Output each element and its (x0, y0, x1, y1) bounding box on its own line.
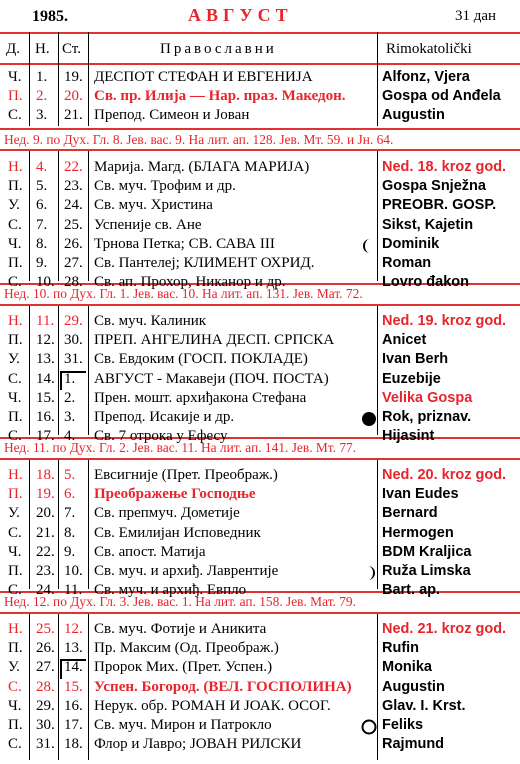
row-old-date: 1. (64, 370, 76, 387)
row-weekday: У. (8, 351, 20, 368)
row-orthodox-feast: Св. муч. Мирон и Патрокло (94, 717, 272, 733)
divider-line (0, 304, 520, 306)
row-catholic-feast: Hermogen (382, 524, 454, 541)
row-old-date: 31. (64, 351, 83, 368)
divider-line (0, 32, 520, 34)
row-orthodox-feast: ДЕСПОТ СТЕФАН И ЕВГЕНИЈА (94, 69, 313, 85)
row-orthodox-feast: Св. 7 отрока у Ефесу (94, 428, 228, 445)
row-weekday: П. (8, 717, 23, 733)
row-new-date: 19. (36, 486, 55, 503)
row-new-date: 13. (36, 351, 55, 368)
row-old-date: 6. (64, 486, 76, 503)
row-orthodox-feast: Успеније св. Ане (94, 216, 202, 233)
row-new-date: 18. (36, 467, 55, 483)
row-catholic-feast: Hijasint (382, 428, 435, 445)
row-catholic-feast: Alfonz, Vjera (382, 69, 470, 85)
row-catholic-feast: Glav. I. Krst. (382, 697, 466, 714)
row-new-date: 16. (36, 409, 55, 425)
row-old-date: 20. (64, 88, 83, 105)
row-catholic-feast: Anicet (382, 332, 427, 349)
row-orthodox-feast: Св. муч. Трофим и др. (94, 178, 236, 195)
first-quarter-moon-icon (361, 565, 377, 581)
row-weekday: С. (8, 274, 22, 291)
row-orthodox-feast: Св. пр. Илија — Нар. праз. Македон. (94, 88, 346, 105)
column-divider (88, 32, 89, 126)
row-new-date: 25. (36, 621, 55, 637)
row-new-date: 12. (36, 332, 55, 349)
row-new-date: 22. (36, 543, 55, 560)
row-orthodox-feast: Св. муч. Христина (94, 197, 213, 214)
row-orthodox-feast: Св. муч. Фотије и Аникита (94, 621, 267, 637)
column-divider (58, 32, 59, 126)
row-weekday: Н. (8, 621, 23, 637)
week-heading: Нед. 11. по Дух. Гл. 2. Јев. вас. 11. На лит. ап. 141. Јев. Мт. 77. (4, 440, 357, 455)
row-orthodox-feast: Прен. мошт. архиђакона Стефана (94, 389, 307, 406)
row-weekday: П. (8, 640, 23, 657)
row-catholic-feast: Feliks (382, 717, 424, 733)
divider-line (0, 612, 520, 614)
row-catholic-feast: Ned. 20. kroz god. (382, 467, 507, 483)
row-old-date: 9. (64, 543, 76, 560)
row-new-date: 6. (36, 197, 48, 214)
row-weekday: Ч. (8, 69, 22, 85)
column-divider (377, 306, 378, 435)
row-orthodox-feast: Евсигније (Прет. Преображ.) (94, 467, 278, 483)
row-weekday: С. (8, 736, 22, 753)
row-old-date: 16. (64, 697, 83, 714)
row-new-date: 10. (36, 274, 55, 291)
row-weekday: П. (8, 486, 23, 503)
week-heading: Нед. 10. по Дух. Гл. 1. Јев. вас. 10. На лит. ап. 131. Јев. Мат. 72. (4, 286, 363, 301)
row-new-date: 7. (36, 216, 48, 233)
row-catholic-feast: Monika (382, 659, 432, 676)
row-orthodox-feast: Св. апост. Матија (94, 543, 206, 560)
row-new-date: 29. (36, 697, 55, 714)
row-new-date: 28. (36, 678, 55, 695)
day-count: 31 дан (455, 8, 497, 24)
col-header-old-date: Ст. (62, 41, 81, 57)
row-weekday: П. (8, 88, 23, 105)
divider-line (0, 458, 520, 460)
column-divider (29, 151, 30, 281)
row-old-date: 7. (64, 505, 76, 522)
row-catholic-feast: Ned. 19. kroz god. (382, 313, 507, 329)
row-new-date: 30. (36, 717, 55, 733)
column-divider (29, 306, 30, 435)
row-weekday: С. (8, 582, 22, 599)
row-orthodox-feast: Св. муч. и архиђ. Лаврентије (94, 563, 279, 579)
row-orthodox-feast: Пр. Максим (Од. Преображ.) (94, 640, 279, 657)
column-divider (377, 32, 378, 126)
row-old-date: 8. (64, 524, 76, 541)
old-calendar-month-start-marker (60, 659, 86, 678)
row-new-date: 27. (36, 659, 55, 676)
row-weekday: С. (8, 678, 22, 695)
row-new-date: 8. (36, 235, 48, 252)
column-divider (88, 460, 89, 589)
row-catholic-feast: Sikst, Kajetin (382, 216, 474, 233)
row-old-date: 11. (64, 582, 83, 599)
row-weekday: С. (8, 107, 22, 124)
row-weekday: С. (8, 524, 22, 541)
column-divider (29, 32, 30, 126)
row-old-date: 29. (64, 313, 83, 329)
row-old-date: 27. (64, 255, 83, 271)
row-old-date: 21. (64, 107, 83, 124)
column-divider (58, 151, 59, 281)
row-weekday: С. (8, 428, 22, 445)
row-catholic-feast: Euzebije (382, 370, 441, 387)
row-old-date: 25. (64, 216, 83, 233)
row-orthodox-feast: Успен. Богород. (ВЕЛ. ГОСПОЛИНА) (94, 678, 352, 695)
row-weekday: Н. (8, 159, 23, 175)
row-new-date: 9. (36, 255, 48, 271)
row-orthodox-feast: Пророк Мих. (Прет. Успен.) (94, 659, 273, 676)
row-old-date: 24. (64, 197, 83, 214)
row-catholic-feast: Gospa Snježna (382, 178, 486, 195)
row-orthodox-feast: Св. муч. и архиђ. Евпло (94, 582, 247, 599)
row-orthodox-feast: Флор и Лавро; ЈОВАН РИЛСКИ (94, 736, 302, 753)
row-orthodox-feast: Марија. Магд. (БЛАГА МАРИЈА) (94, 159, 310, 175)
row-catholic-feast: Gospa od Anđela (382, 88, 501, 105)
row-orthodox-feast: Св. Евдоким (ГОСП. ПОКЛАДЕ) (94, 351, 308, 368)
row-weekday: С. (8, 370, 22, 387)
row-orthodox-feast: Преображење Господње (94, 486, 256, 503)
row-weekday: Ч. (8, 235, 22, 252)
col-header-catholic: Rimokatolički (386, 41, 472, 57)
row-orthodox-feast: АВГУСТ - Макавеји (ПОЧ. ПОСТА) (94, 370, 329, 387)
row-new-date: 5. (36, 178, 48, 195)
row-catholic-feast: Ned. 18. kroz god. (382, 159, 507, 175)
row-catholic-feast: Lovro đakon (382, 274, 470, 291)
row-catholic-feast: Augustin (382, 107, 445, 124)
old-calendar-month-start-marker (60, 371, 86, 390)
row-old-date: 3. (64, 409, 76, 425)
week-heading: Нед. 9. по Дух. Гл. 8. Јев. вас. 9. На лит. ап. 128. Јев. Мт. 59. и Јн. 64. (4, 132, 394, 147)
row-catholic-feast: Bernard (382, 505, 438, 522)
row-weekday: С. (8, 216, 22, 233)
new-moon-icon (361, 411, 377, 427)
row-new-date: 20. (36, 505, 55, 522)
column-divider (58, 460, 59, 589)
row-weekday: П. (8, 332, 23, 349)
row-weekday: У. (8, 505, 20, 522)
row-old-date: 17. (64, 717, 83, 733)
row-catholic-feast: Rajmund (382, 736, 445, 753)
row-weekday: У. (8, 197, 20, 214)
month-title: АВГУСТ (188, 5, 293, 25)
divider-line (0, 437, 520, 439)
col-header-new-date: Н. (35, 41, 50, 57)
divider-line (0, 128, 520, 130)
row-new-date: 21. (36, 524, 55, 541)
row-weekday: Ч. (8, 389, 22, 406)
column-divider (58, 614, 59, 760)
row-weekday: У. (8, 659, 20, 676)
row-old-date: 15. (64, 678, 83, 695)
row-catholic-feast: Rok, priznav. (382, 409, 472, 425)
divider-line (0, 149, 520, 151)
column-divider (58, 306, 59, 435)
row-old-date: 13. (64, 640, 83, 657)
row-weekday: Н. (8, 313, 23, 329)
row-new-date: 24. (36, 582, 55, 599)
row-orthodox-feast: Препод. Симеон и Јован (94, 107, 250, 124)
week-heading: Нед. 12. по Дух. Гл. 3. Јев. вас. 1. На лит. ап. 158. Јев. Мат. 79. (4, 594, 356, 609)
row-weekday: П. (8, 563, 23, 579)
row-weekday: П. (8, 178, 23, 195)
row-catholic-feast: Ned. 21. kroz god. (382, 621, 507, 637)
row-old-date: 28. (64, 274, 83, 291)
row-catholic-feast: Bart. ap. (382, 582, 441, 599)
col-header-orthodox: Православни (160, 41, 277, 57)
row-catholic-feast: BDM Kraljica (382, 543, 472, 560)
column-divider (29, 460, 30, 589)
row-old-date: 30. (64, 332, 83, 349)
row-new-date: 4. (36, 159, 48, 175)
row-catholic-feast: Ivan Eudes (382, 486, 459, 503)
row-old-date: 12. (64, 621, 83, 637)
row-old-date: 5. (64, 467, 76, 483)
row-new-date: 2. (36, 88, 48, 105)
row-old-date: 2. (64, 389, 76, 406)
row-weekday: Ч. (8, 543, 22, 560)
row-old-date: 23. (64, 178, 83, 195)
row-old-date: 4. (64, 428, 76, 445)
column-divider (377, 151, 378, 281)
row-orthodox-feast: Препод. Исакије и др. (94, 409, 235, 425)
row-catholic-feast: PREOBR. GOSP. (382, 197, 497, 214)
row-orthodox-feast: Св. Емилијан Исповедник (94, 524, 261, 541)
row-weekday: П. (8, 255, 23, 271)
row-orthodox-feast: Св. муч. Калиник (94, 313, 207, 329)
row-weekday: П. (8, 409, 23, 425)
column-divider (377, 614, 378, 760)
row-catholic-feast: Rufin (382, 640, 420, 657)
year-label: 1985. (32, 8, 68, 25)
row-catholic-feast: Velika Gospa (382, 389, 473, 406)
row-old-date: 26. (64, 235, 83, 252)
full-moon-icon (361, 719, 377, 735)
divider-line (0, 63, 520, 65)
row-new-date: 1. (36, 69, 48, 85)
row-catholic-feast: Dominik (382, 235, 440, 252)
row-weekday: Ч. (8, 697, 22, 714)
row-orthodox-feast: Нерук. обр. РОМАН И ЈОАК. ОСОГ. (94, 697, 331, 714)
last-quarter-moon-icon (361, 238, 377, 254)
row-orthodox-feast: Св. Пантелеј; КЛИМЕНТ ОХРИД. (94, 255, 315, 271)
row-new-date: 31. (36, 736, 55, 753)
row-new-date: 14. (36, 370, 55, 387)
row-weekday: Н. (8, 467, 23, 483)
column-divider (88, 151, 89, 281)
row-catholic-feast: Augustin (382, 678, 445, 695)
row-orthodox-feast: ПРЕП. АНГЕЛИНА ДЕСП. СРПСКА (94, 332, 335, 349)
column-divider (29, 614, 30, 760)
row-old-date: 10. (64, 563, 83, 579)
column-divider (88, 306, 89, 435)
col-header-weekday: Д. (6, 41, 20, 57)
row-catholic-feast: Roman (382, 255, 432, 271)
row-new-date: 3. (36, 107, 48, 124)
row-orthodox-feast: Св. препмуч. Дометије (94, 505, 240, 522)
row-new-date: 23. (36, 563, 55, 579)
row-old-date: 19. (64, 69, 83, 85)
row-new-date: 11. (36, 313, 55, 329)
column-divider (88, 614, 89, 760)
row-orthodox-feast: Св. ап. Прохор, Никанор и др. (94, 274, 286, 291)
row-orthodox-feast: Трнова Петка; СВ. САВА III (94, 235, 275, 252)
row-old-date: 18. (64, 736, 83, 753)
row-new-date: 26. (36, 640, 55, 657)
row-old-date: 22. (64, 159, 83, 175)
column-divider (377, 460, 378, 589)
row-new-date: 17. (36, 428, 55, 445)
row-old-date: 14. (64, 659, 83, 676)
row-catholic-feast: Ruža Limska (382, 563, 471, 579)
row-catholic-feast: Ivan Berh (382, 351, 449, 368)
row-new-date: 15. (36, 389, 55, 406)
